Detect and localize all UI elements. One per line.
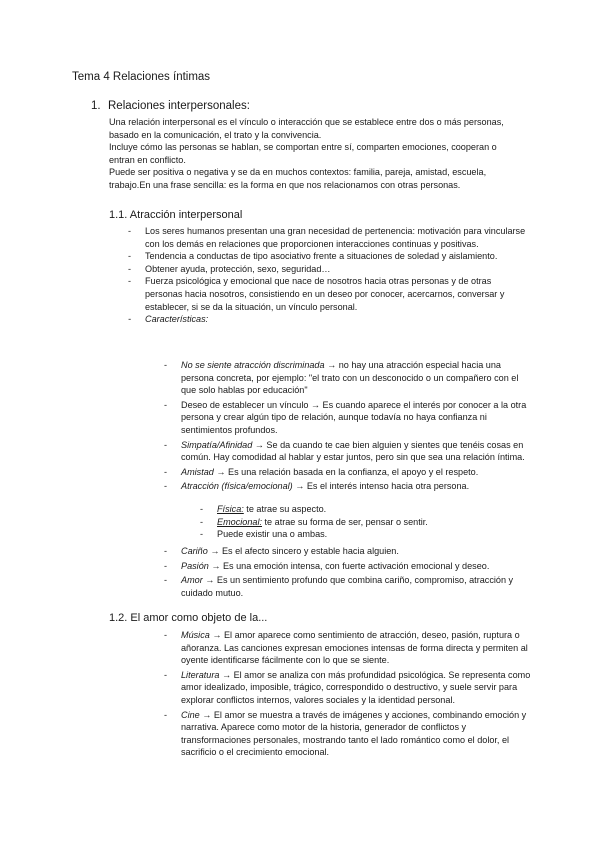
term: Simpatía/Afinidad → — [181, 439, 264, 450]
list-item — [181, 669, 531, 707]
term: Amistad → — [181, 466, 226, 477]
list-item — [181, 480, 531, 493]
definition: Puede existir una o ambas. — [217, 529, 328, 540]
term: Atracción (física/emocional) → — [181, 481, 305, 492]
list-item: - Tendencia a conductas de tipo asociativo frente a situaciones de soledad y aislamiento. — [145, 250, 530, 263]
amor-list — [181, 627, 531, 759]
definition: te atrae su aspecto. — [243, 504, 327, 514]
term: Cariño → — [181, 546, 220, 556]
definition: El amor se analiza con más profundidad psicológica. Se representa como amor idealizado, imposible, trágico, correspondido o destructivo, y suele servir para explorar conflictos internos, valores sociales y la identidad personal. — [181, 669, 531, 705]
list-item — [217, 503, 527, 516]
list-item — [181, 560, 531, 573]
list-item: - Obtener ayuda, protección, sexo, seguridad… — [145, 263, 530, 276]
list-item-caracteristicas: - Características: — [145, 313, 530, 326]
list-item — [217, 528, 527, 541]
definition: no hay una atracción especial hacia una persona concreta, por ejemplo: "el trato con un desconocido o un compañero con el que solo hablas por educación" — [181, 360, 519, 396]
intro-paragraph — [109, 116, 519, 192]
list-item: - Los seres humanos presentan una gran necesidad de pertenencia: motivación para vincularse con los demás en relaciones que proporcionen interacciones continuas y positivas. — [145, 225, 530, 250]
page-title: Tema 4 Relaciones íntimas — [72, 71, 211, 83]
definition: Es el afecto sincero y estable hacia alguien. — [219, 546, 399, 556]
section-1-heading — [91, 100, 250, 112]
list-item — [181, 399, 531, 437]
intro-line: Puede ser positiva o negativa y se da en muchos contextos: familia, pareja, amistad, escuela, trabajo.En una frase sencilla: es la forma en que nos relacionamos con otras personas. — [109, 167, 487, 190]
intro-line: Una relación interpersonal es el vínculo o interacción que se establece entre dos o más personas, basado en la comunicación, el trato y la convivencia. — [109, 117, 504, 140]
caracteristicas-list-continued — [181, 543, 531, 599]
list-item — [181, 359, 531, 397]
caracteristicas-list — [181, 357, 531, 493]
atraccion-bullet-list — [145, 225, 530, 326]
term: Amor → — [181, 575, 215, 586]
term: Literatura → — [181, 669, 232, 680]
definition: Es una relación basada en la confianza, el apoyo y el respeto. — [225, 466, 479, 477]
list-item — [181, 466, 531, 479]
intro-line: Incluye cómo las personas se hablan, se comportan entre sí, comparten emociones, cooperan o entran en conflicto. — [109, 142, 497, 165]
subsection-heading-atraccion: 1.1. Atracción interpersonal — [109, 209, 243, 221]
definition: Deseo de establecer un vínculo → Es cuando aparece el interés por conocer a la otra persona y crear algún tipo de relación, aunque todavía no haya confianza ni sentimientos profundos. — [181, 399, 527, 435]
term: Música → — [181, 630, 222, 640]
definition: Se da cuando te cae bien alguien y sientes que tenéis cosas en común. Hay comodidad al hablar y estar juntos, pero sin que sea una relación íntima. — [181, 439, 525, 463]
list-item: - Fuerza psicológica y emocional que nace de nosotros hacia otras personas y de otras personas hacia nosotros, consistiendo en un deseo por conocer, acercarnos, conversar y establecer, si se da la situación, un vínculo personal. — [145, 275, 530, 313]
list-item — [181, 574, 531, 599]
term: No se siente atracción discriminada → — [181, 360, 337, 370]
list-item — [181, 439, 531, 464]
term: Cine → — [181, 709, 212, 720]
definition: Es un sentimiento profundo que combina cariño, compromiso, atracción y cuidado mutuo. — [181, 575, 514, 598]
definition: El amor aparece como sentimiento de atracción, deseo, pasión, ruptura o añoranza. Las canciones expresan emociones intensas de forma directa y permiten al oyente identificarse fácilmente con lo que se siente. — [181, 630, 528, 666]
definition: Es una emoción intensa, con fuerte activación emocional y deseo. — [220, 560, 490, 571]
subsection-heading-amor: 1.2. El amor como objeto de la... — [109, 612, 268, 624]
section-number: 1. — [91, 100, 101, 112]
list-item — [217, 516, 527, 529]
term: Física: — [217, 504, 244, 514]
section-title: Relaciones interpersonales: — [108, 100, 250, 112]
list-item — [181, 545, 531, 558]
atraccion-sub-list — [217, 503, 527, 541]
term: Emocional: — [217, 516, 262, 527]
definition: El amor se muestra a través de imágenes y acciones, combinando emoción y narrativa. Aparece como motor de la historia, generador de conflictos y transformaciones personales, mostrando tanto el lado romántico como el dolor, el sacrificio o el crecimiento emocional. — [181, 709, 527, 758]
definition: Es el interés intenso hacia otra persona. — [304, 481, 470, 492]
term: Pasión → — [181, 560, 221, 571]
list-item — [181, 629, 531, 667]
definition: te atrae su forma de ser, pensar o sentir. — [262, 516, 428, 527]
list-item — [181, 709, 531, 759]
